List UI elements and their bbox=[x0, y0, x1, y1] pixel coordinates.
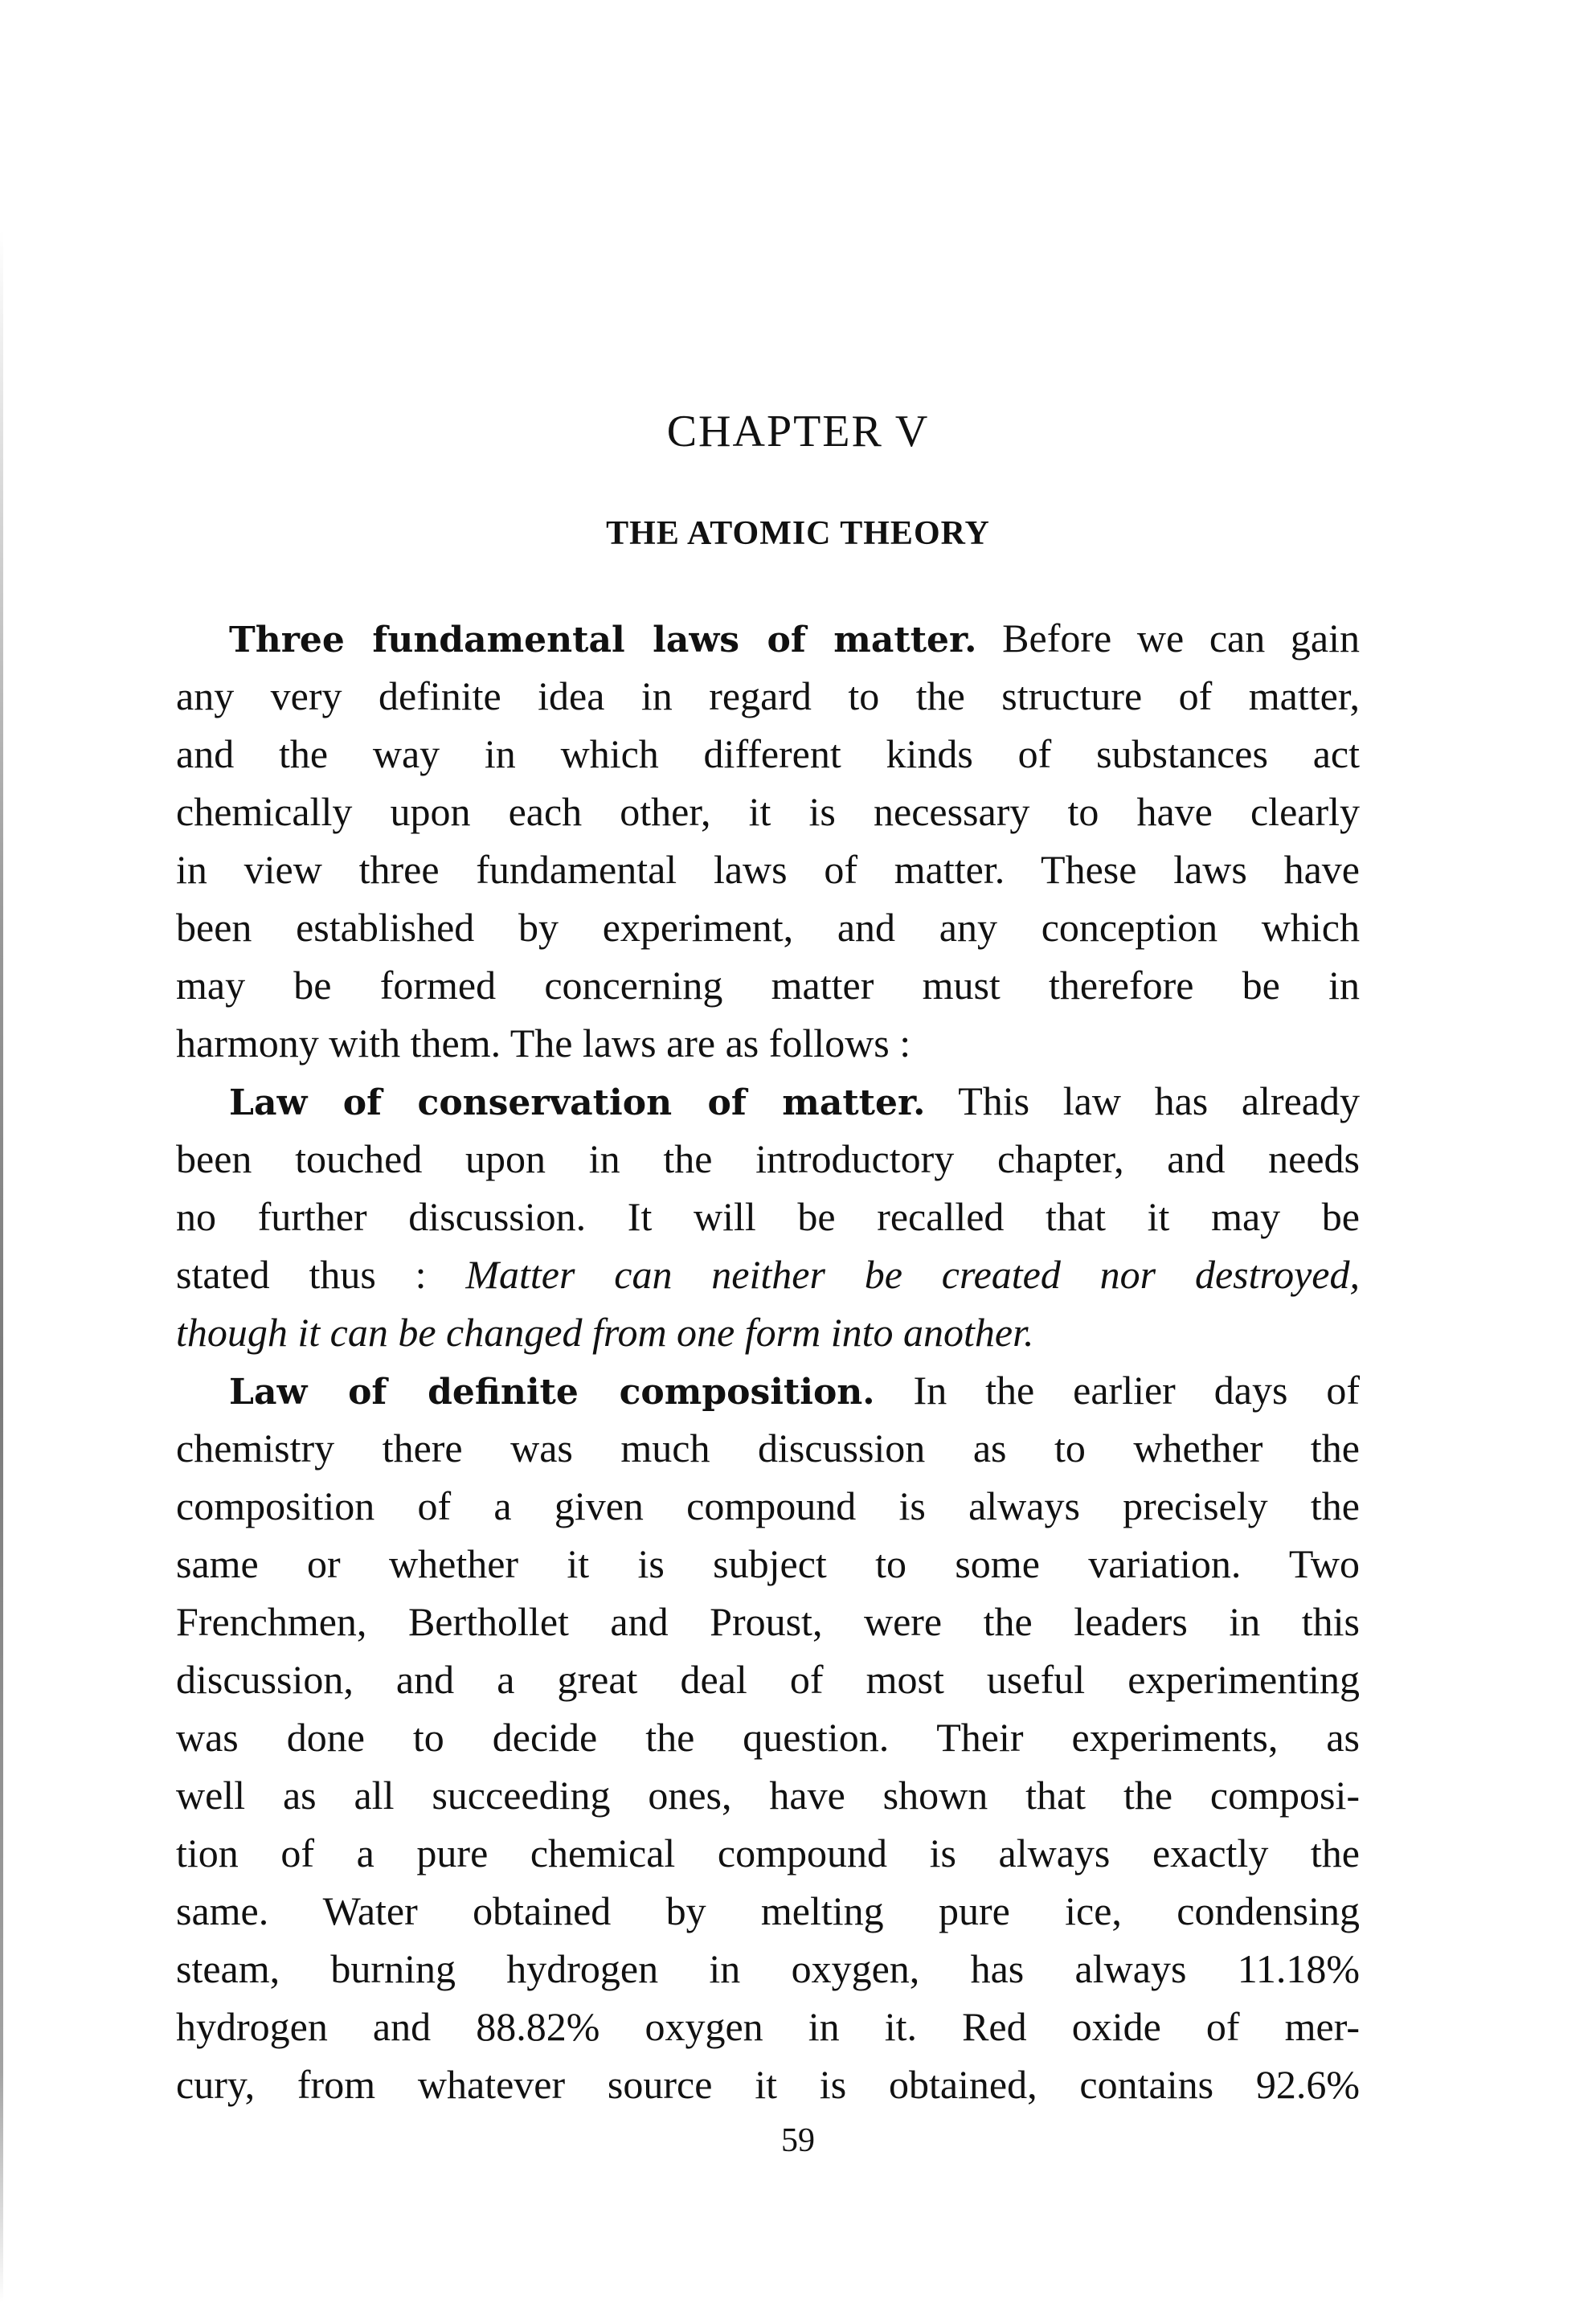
text-line bbox=[176, 1130, 1360, 1188]
body-text bbox=[176, 609, 1360, 2113]
text-run: In the earlier days of bbox=[874, 1368, 1360, 1413]
paragraph bbox=[176, 609, 1360, 1072]
text-run: same. Water obtained by melting pure ice, condensing bbox=[176, 1888, 1360, 1933]
text-line bbox=[176, 898, 1360, 956]
chapter-heading: CHAPTER V bbox=[666, 407, 930, 456]
text-line bbox=[176, 1303, 1360, 1361]
text-run: harmony with them. The laws are as follows : bbox=[176, 1021, 911, 1066]
text-run: chemically upon each other, it is necessary to have clearly bbox=[176, 789, 1360, 834]
text-run: tion of a pure chemical compound is always exactly the bbox=[176, 1831, 1360, 1876]
section-heading: Law of definite composition. bbox=[229, 1372, 875, 1413]
paragraph bbox=[176, 1361, 1360, 2113]
text-line bbox=[176, 1998, 1360, 2056]
text-line bbox=[176, 1824, 1360, 1882]
italic-text: though it can be changed from one form into another. bbox=[176, 1310, 1034, 1355]
text-line bbox=[176, 783, 1360, 841]
text-run: cury, from whatever source it is obtained, contains 92.6% bbox=[176, 2062, 1360, 2107]
paragraph bbox=[176, 1072, 1360, 1361]
text-line bbox=[176, 1246, 1360, 1303]
chapter-title: THE ATOMIC THEORY bbox=[606, 515, 990, 552]
text-run: well as all succeeding ones, have shown that the composi- bbox=[176, 1773, 1360, 1818]
text-run: been touched upon in the introductory chapter, and needs bbox=[176, 1136, 1360, 1181]
text-run: any very definite idea in regard to the structure of matter, bbox=[176, 673, 1360, 718]
text-line bbox=[176, 725, 1360, 783]
text-run: no further discussion. It will be recalled that it may be bbox=[176, 1194, 1360, 1239]
text-run: chemistry there was much discussion as to whether the bbox=[176, 1426, 1360, 1471]
text-line bbox=[176, 609, 1360, 667]
text-line bbox=[176, 1651, 1360, 1708]
text-line bbox=[176, 1072, 1360, 1130]
text-line bbox=[176, 1419, 1360, 1477]
text-line bbox=[176, 1940, 1360, 1998]
text-run: same or whether it is subject to some variation. Two bbox=[176, 1541, 1360, 1586]
text-line bbox=[176, 1188, 1360, 1246]
text-line bbox=[176, 1361, 1360, 1419]
text-line bbox=[176, 1882, 1360, 1940]
text-run: composition of a given compound is always precisely the bbox=[176, 1483, 1360, 1528]
text-line bbox=[176, 1477, 1360, 1535]
text-run: stated thus : bbox=[176, 1252, 466, 1297]
text-line bbox=[176, 2056, 1360, 2113]
text-line bbox=[176, 1014, 1360, 1072]
text-line bbox=[176, 956, 1360, 1014]
text-line bbox=[176, 1593, 1360, 1651]
text-run: discussion, and a great deal of most useful experimenting bbox=[176, 1657, 1360, 1702]
text-line bbox=[176, 1766, 1360, 1824]
text-run: may be formed concerning matter must therefore be in bbox=[176, 963, 1360, 1008]
text-line bbox=[176, 1708, 1360, 1766]
text-line bbox=[176, 667, 1360, 725]
text-run: This law has already bbox=[925, 1078, 1360, 1123]
italic-text: Matter can neither be created nor destroyed, bbox=[465, 1252, 1360, 1297]
text-run: was done to decide the question. Their experiments, as bbox=[176, 1715, 1360, 1760]
page-edge-shadow bbox=[0, 0, 3, 2303]
text-line bbox=[176, 1535, 1360, 1593]
text-run: Before we can gain bbox=[976, 616, 1360, 661]
text-line bbox=[176, 841, 1360, 898]
page-number: 59 bbox=[781, 2122, 815, 2159]
section-heading: Law of conservation of matter. bbox=[229, 1082, 926, 1123]
text-run: Frenchmen, Berthollet and Proust, were the leaders in this bbox=[176, 1599, 1360, 1644]
text-run: hydrogen and 88.82% oxygen in it. Red oxide of mer- bbox=[176, 2004, 1360, 2049]
text-run: steam, burning hydrogen in oxygen, has always 11.18% bbox=[176, 1946, 1360, 1991]
section-heading: Three fundamental laws of matter. bbox=[229, 620, 977, 661]
text-run: in view three fundamental laws of matter. These laws have bbox=[176, 847, 1360, 892]
text-run: and the way in which different kinds of substances act bbox=[176, 731, 1360, 776]
text-run: been established by experiment, and any conception which bbox=[176, 905, 1360, 950]
